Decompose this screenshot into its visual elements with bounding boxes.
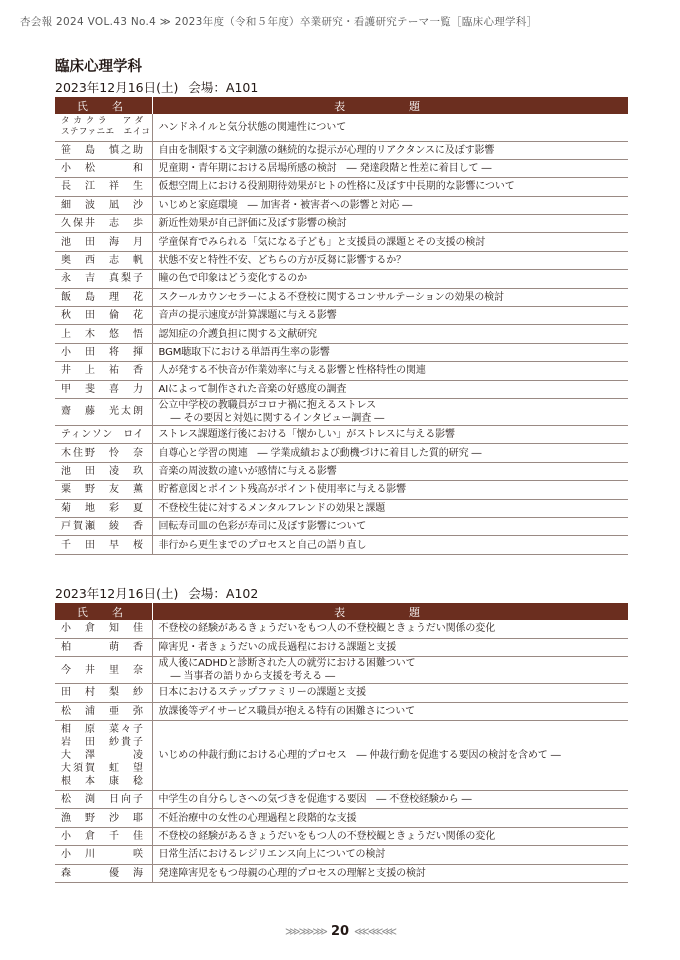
student-name: 秋 田 倫 花 [61, 310, 144, 322]
table-row [55, 846, 628, 864]
student-name-cell [55, 288, 152, 306]
student-name: 細 波 凪 沙 [61, 199, 144, 211]
research-topic-cell [152, 215, 628, 233]
student-name-cell [55, 721, 152, 791]
research-topic-cell [152, 791, 628, 809]
student-name: 森 優 海 [61, 867, 144, 879]
research-topic-cell [152, 481, 628, 499]
session-2-table [55, 603, 628, 883]
table-row [55, 343, 628, 361]
table-row [55, 178, 628, 196]
student-name-cell [55, 398, 152, 425]
student-name: 田 村 梨 紗 [61, 687, 144, 699]
table-row [55, 270, 628, 288]
table-row [55, 307, 628, 325]
student-name: ステファニエ エイコ [61, 127, 151, 138]
student-name-cell [55, 638, 152, 656]
student-name: 長 江 祥 生 [61, 181, 144, 193]
research-topic-cell [152, 398, 628, 425]
running-head: 杏会報 2024 VOL.43 No.4 ≫ 2023年度（令和５年度）卒業研究・看護研究テーマ一覧［臨床心理学科］ [20, 16, 538, 28]
research-topic: 学童保育でみられる「気になる子ども」と支援員の課題とその支援の検討 [158, 236, 486, 248]
table-row [55, 141, 628, 159]
table-row [55, 325, 628, 343]
table-row [55, 114, 628, 141]
table-row [55, 827, 628, 845]
table-row [55, 425, 628, 443]
student-name: タカクラ アダ [61, 116, 144, 127]
page-number: 20 [330, 924, 350, 939]
student-name-cell [55, 864, 152, 882]
research-topic-cell [152, 251, 628, 269]
table-row [55, 215, 628, 233]
research-topic-cell [152, 809, 628, 827]
student-name: 久保井 志 歩 [61, 218, 144, 230]
session-date: 2023年12月16日(土) [55, 80, 179, 95]
student-name: 相 原 菜々子 [61, 724, 144, 736]
student-name-cell [55, 517, 152, 535]
student-name: 岩 田 紗貴子 [61, 737, 144, 749]
session-venue: 会場：A102 [188, 586, 259, 601]
table-row [55, 462, 628, 480]
student-name: 菊 地 彩 夏 [61, 502, 144, 514]
student-name-cell [55, 702, 152, 720]
student-name: 小 倉 知 佳 [61, 623, 144, 635]
table-row [55, 702, 628, 720]
student-name-cell [55, 809, 152, 827]
table-row [55, 444, 628, 462]
research-topic-cell [152, 196, 628, 214]
table-header-row [55, 97, 628, 114]
student-name-cell [55, 846, 152, 864]
research-topic: 障害児・者きょうだいの成長過程における課題と支援 [158, 642, 397, 654]
student-name-cell [55, 425, 152, 443]
table-row [55, 620, 628, 638]
student-name: 齋 藤 光太朗 [61, 406, 144, 418]
research-topic-cell [152, 159, 628, 177]
table-row [55, 791, 628, 809]
research-topic-cell [152, 638, 628, 656]
student-name: 柏 萌 香 [61, 642, 144, 654]
research-topic-cell [152, 380, 628, 398]
student-name: 池 田 海 月 [61, 236, 144, 248]
research-topic-cell [152, 270, 628, 288]
student-name-cell [55, 233, 152, 251]
research-topic-cell [152, 684, 628, 702]
research-topic: 新近性効果が自己評価に及ぼす影響の検討 [158, 218, 347, 230]
research-topic: 音楽の周波数の違いが感情に与える影響 [158, 465, 337, 477]
student-name-cell [55, 325, 152, 343]
research-topic: BGM聴取下における単語再生率の影響 [158, 346, 330, 358]
student-name: 小 松 和 [61, 163, 144, 175]
research-topic-cell [152, 846, 628, 864]
research-topic: 日本におけるステップファミリーの課題と支援 [158, 687, 366, 699]
student-name-cell [55, 684, 152, 702]
student-name: 上 木 悠 悟 [61, 328, 144, 340]
student-name: 小 田 将 揮 [61, 346, 144, 358]
session-2-heading [55, 584, 258, 602]
research-topic-cell [152, 114, 628, 141]
student-name: 笹 島 慎之助 [61, 144, 144, 156]
table-row [55, 288, 628, 306]
research-topic: 成人後にADHDと診断された人の就労における困難ついて [158, 658, 416, 670]
student-name-cell [55, 481, 152, 499]
research-topic: 自尊心と学習の関連 ― 学業成績および動機づけに着目した質的研究 ― [158, 447, 482, 459]
research-topic-cell [152, 343, 628, 361]
student-name-cell [55, 343, 152, 361]
research-subtitle: ― 当事者の語りから支援を考える ― [170, 671, 336, 683]
research-topic-cell [152, 325, 628, 343]
student-name-cell [55, 499, 152, 517]
student-name-cell [55, 307, 152, 325]
student-name-cell [55, 114, 152, 141]
table-row [55, 638, 628, 656]
research-topic: 児童期・青年期における居場所感の検討 ― 発達段階と性差に着目して ― [158, 163, 492, 175]
student-name-cell [55, 196, 152, 214]
student-name: 根 本 康 稔 [61, 776, 144, 788]
research-topic-cell [152, 362, 628, 380]
research-topic: ストレス課題遂行後における「懐かしい」がストレスに与える影響 [158, 429, 455, 441]
research-topic-cell [152, 425, 628, 443]
student-name-cell [55, 362, 152, 380]
student-name: ティンソン ロイ [61, 429, 144, 441]
student-name-cell [55, 462, 152, 480]
student-name: 飯 島 理 花 [61, 291, 144, 303]
research-topic-cell [152, 721, 628, 791]
table-row [55, 251, 628, 269]
research-topic: 人が発する不快音が作業効率に与える影響と性格特性の関連 [158, 365, 426, 377]
research-topic-cell [152, 288, 628, 306]
research-topic: 放課後等デイサービス職員が抱える特有の困難さについて [158, 705, 415, 717]
table-row [55, 481, 628, 499]
research-topic: 瞳の色で印象はどう変化するのか [158, 273, 307, 285]
research-topic-cell [152, 702, 628, 720]
research-topic-cell [152, 499, 628, 517]
research-topic-cell [152, 178, 628, 196]
student-name: 今 井 里 奈 [61, 664, 144, 676]
student-name: 井 上 祐 香 [61, 365, 144, 377]
table-row [55, 864, 628, 882]
table-row [55, 362, 628, 380]
research-subtitle: ― その要因と対処に関するインタビュー調査 ― [170, 412, 385, 424]
student-name-cell [55, 620, 152, 638]
table-row [55, 721, 628, 791]
research-topic: 日常生活におけるレジリエンス向上についての検討 [158, 849, 386, 861]
table-header-row [55, 603, 628, 620]
student-name-cell [55, 536, 152, 554]
student-name-cell [55, 159, 152, 177]
student-name-cell [55, 827, 152, 845]
table-row [55, 233, 628, 251]
session-1-heading [55, 78, 258, 96]
student-name: 池 田 凌 玖 [61, 465, 144, 477]
student-name-cell [55, 657, 152, 684]
table-row [55, 809, 628, 827]
research-topic: AIによって制作された音楽の好感度の調査 [158, 383, 347, 395]
research-topic-cell [152, 657, 628, 684]
research-topic: 公立中学校の教職員がコロナ禍に抱えるストレス [158, 399, 376, 411]
research-topic: 発達障害児をもつ母親の心理的プロセスの理解と支援の検討 [158, 867, 426, 879]
table-row [55, 380, 628, 398]
student-name: 甲 斐 喜 力 [61, 383, 144, 395]
research-topic-cell [152, 517, 628, 535]
student-name: 永 吉 真梨子 [61, 273, 144, 285]
research-topic: 回転寿司皿の色彩が寿司に及ぼす影響について [158, 521, 367, 533]
research-topic: 不登校の経験があるきょうだいをもつ人の不登校観ときょうだい関係の変化 [158, 831, 496, 843]
research-topic: 不登校生徒に対するメンタルフレンドの効果と課題 [158, 502, 386, 514]
student-name: 奥 西 志 帆 [61, 255, 144, 267]
student-name-cell [55, 178, 152, 196]
table-row [55, 398, 628, 425]
research-topic-cell [152, 827, 628, 845]
research-topic: ハンドネイルと気分状態の関連性について [158, 121, 347, 133]
department-title: 臨床心理学科 [55, 59, 142, 75]
student-name-cell [55, 380, 152, 398]
research-topic: スクールカウンセラーによる不登校に関するコンサルテーションの効果の検討 [158, 291, 504, 303]
research-topic: 認知症の介護負担に関する文献研究 [158, 328, 317, 340]
research-topic-cell [152, 462, 628, 480]
table-row [55, 159, 628, 177]
research-topic-cell [152, 444, 628, 462]
student-name-cell [55, 251, 152, 269]
student-name: 大須賀 虹 望 [61, 763, 144, 775]
topic-column-header: 表 題 [152, 97, 628, 114]
student-name: 千 田 早 桜 [61, 539, 144, 551]
session-venue: 会場：A101 [188, 80, 259, 95]
research-topic-cell [152, 307, 628, 325]
name-column-header: 氏 名 [55, 97, 152, 114]
name-column-header: 氏 名 [55, 603, 152, 620]
student-name: 粟 野 友 薫 [61, 484, 144, 496]
research-topic-cell [152, 141, 628, 159]
ornament-left-icon: ⋙⋙⋙ [285, 925, 326, 938]
research-topic: 自由を制限する文字刺激の継続的な提示が心理的リアクタンスに及ぼす影響 [158, 144, 495, 156]
research-topic: いじめの仲裁行動における心理的プロセス ― 仲裁行動を促進する要因の検討を含めて ― [158, 750, 561, 762]
student-name-cell [55, 215, 152, 233]
student-name-cell [55, 141, 152, 159]
student-name: 松 浦 亜 弥 [61, 705, 144, 717]
research-topic-cell [152, 864, 628, 882]
research-topic: 貯蓄意図とポイント残高がポイント使用率に与える影響 [158, 484, 406, 496]
student-name-cell [55, 791, 152, 809]
research-topic: 不登校の経験があるきょうだいをもつ人の不登校観ときょうだい関係の変化 [158, 623, 496, 635]
table-row [55, 499, 628, 517]
research-topic: 不妊治療中の女性の心理過程と段階的な支援 [158, 812, 357, 824]
topic-column-header: 表 題 [152, 603, 628, 620]
session-1-table [55, 97, 628, 555]
session-date: 2023年12月16日(土) [55, 586, 179, 601]
table-row [55, 536, 628, 554]
student-name: 木住野 怜 奈 [61, 447, 144, 459]
ornament-right-icon: ⋘⋘⋘ [354, 925, 395, 938]
research-topic: 音声の提示速度が計算課題に与える影響 [158, 310, 337, 322]
table-row [55, 657, 628, 684]
research-topic-cell [152, 233, 628, 251]
session-2-rows [55, 620, 628, 883]
research-topic: 仮想空間上における役割期待効果がヒトの性格に及ぼす中長期的な影響について [158, 181, 515, 193]
research-topic: 非行から更生までのプロセスと自己の語り直し [158, 539, 367, 551]
page-footer [0, 924, 680, 939]
student-name-cell [55, 270, 152, 288]
session-1-rows [55, 114, 628, 554]
table-row [55, 196, 628, 214]
research-topic-cell [152, 536, 628, 554]
research-topic: 中学生の自分らしさへの気づきを促進する要因 ― 不登校経験から ― [158, 794, 472, 806]
table-row [55, 684, 628, 702]
research-topic: いじめと家庭環境 ― 加害者・被害者への影響と対応 ― [158, 199, 413, 211]
research-topic: 状態不安と特性不安、どちらの方が反芻に影響するか？ [158, 255, 406, 267]
student-name: 大 澤 凌 [61, 750, 144, 762]
student-name-cell [55, 444, 152, 462]
student-name: 漁 野 沙 耶 [61, 812, 144, 824]
student-name: 小 川 咲 [61, 849, 144, 861]
student-name: 松 渕 日向子 [61, 794, 144, 806]
research-topic-cell [152, 620, 628, 638]
student-name: 小 倉 千 佳 [61, 831, 144, 843]
table-row [55, 517, 628, 535]
student-name: 戸賀瀬 綾 香 [61, 521, 144, 533]
